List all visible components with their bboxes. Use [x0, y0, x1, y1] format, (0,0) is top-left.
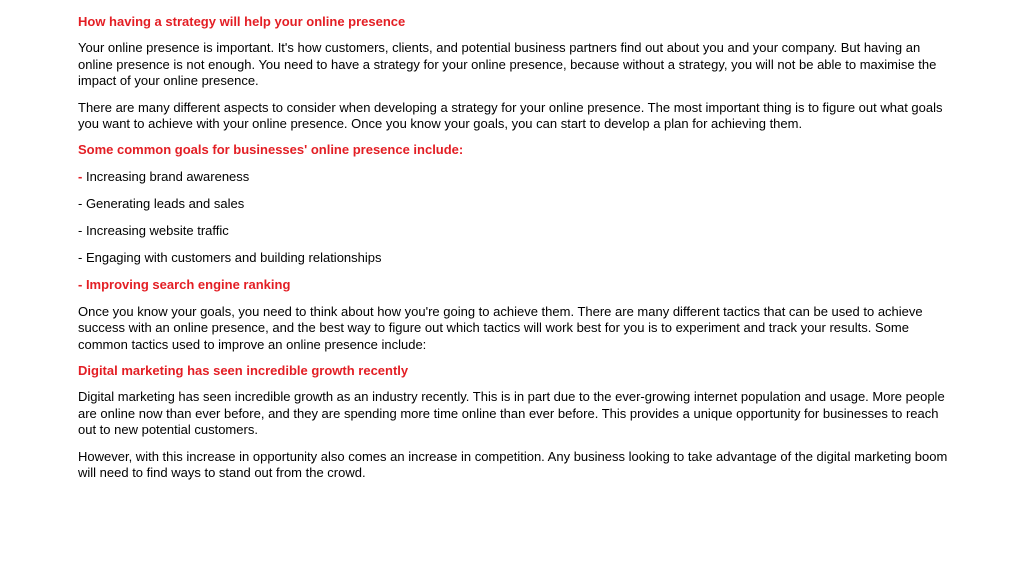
paragraph-digital-marketing-growth: Digital marketing has seen incredible growth as an industry recently. This is in part due to the ever-growing internet population and usage. More people are online now than ever before, and they are spending more time online than ever before. This provides a unique opportunity for businesses to reach out to new potential customers. [78, 389, 945, 438]
list-item-goal-search-ranking: - Improving search engine ranking [78, 276, 291, 292]
paragraph-achieving-goals: Once you know your goals, you need to think about how you're going to achieve them. There are many different tactics that can be used to achieve success with an online presence, and the best way to figure out which tactics will work best for you is to experiment and track your results. Some common tactics used to improve an online presence include: [78, 303, 923, 352]
list-item-goal-brand-awareness [78, 169, 958, 185]
paragraph-competition: However, with this increase in opportunity also comes an increase in competition. Any business looking to take advantage of the digital marketing boom will need to find ways to stand out from the crowd. [78, 448, 948, 481]
list-item-goal-leads-sales: - Generating leads and sales [78, 195, 245, 211]
paragraph-strategy-aspects: There are many different aspects to consider when developing a strategy for your online presence. The most important thing is to figure out what goals you want to achieve with your online presence. Once you know your goals, you can start to develop a plan for achieving them. [78, 99, 943, 132]
section-heading-digital-marketing: Digital marketing has seen incredible growth recently [78, 363, 409, 379]
section-heading-common-goals: Some common goals for businesses' online presence include: [78, 142, 464, 158]
document-body [78, 14, 958, 492]
list-item-goal-engaging-customers: - Engaging with customers and building relationships [78, 249, 382, 265]
section-heading-strategy: How having a strategy will help your online presence [78, 14, 406, 29]
list-item-label: Increasing brand awareness [82, 168, 250, 184]
paragraph-online-presence-importance: Your online presence is important. It's how customers, clients, and potential business partners find out about you and your company. But having an online presence is not enough. You need to have a strategy for your online presence, because without a strategy, you will not be able to maximise the impact of your online presence. [78, 40, 937, 89]
list-item-goal-website-traffic: - Increasing website traffic [78, 222, 229, 238]
list-dash: - [78, 168, 83, 184]
